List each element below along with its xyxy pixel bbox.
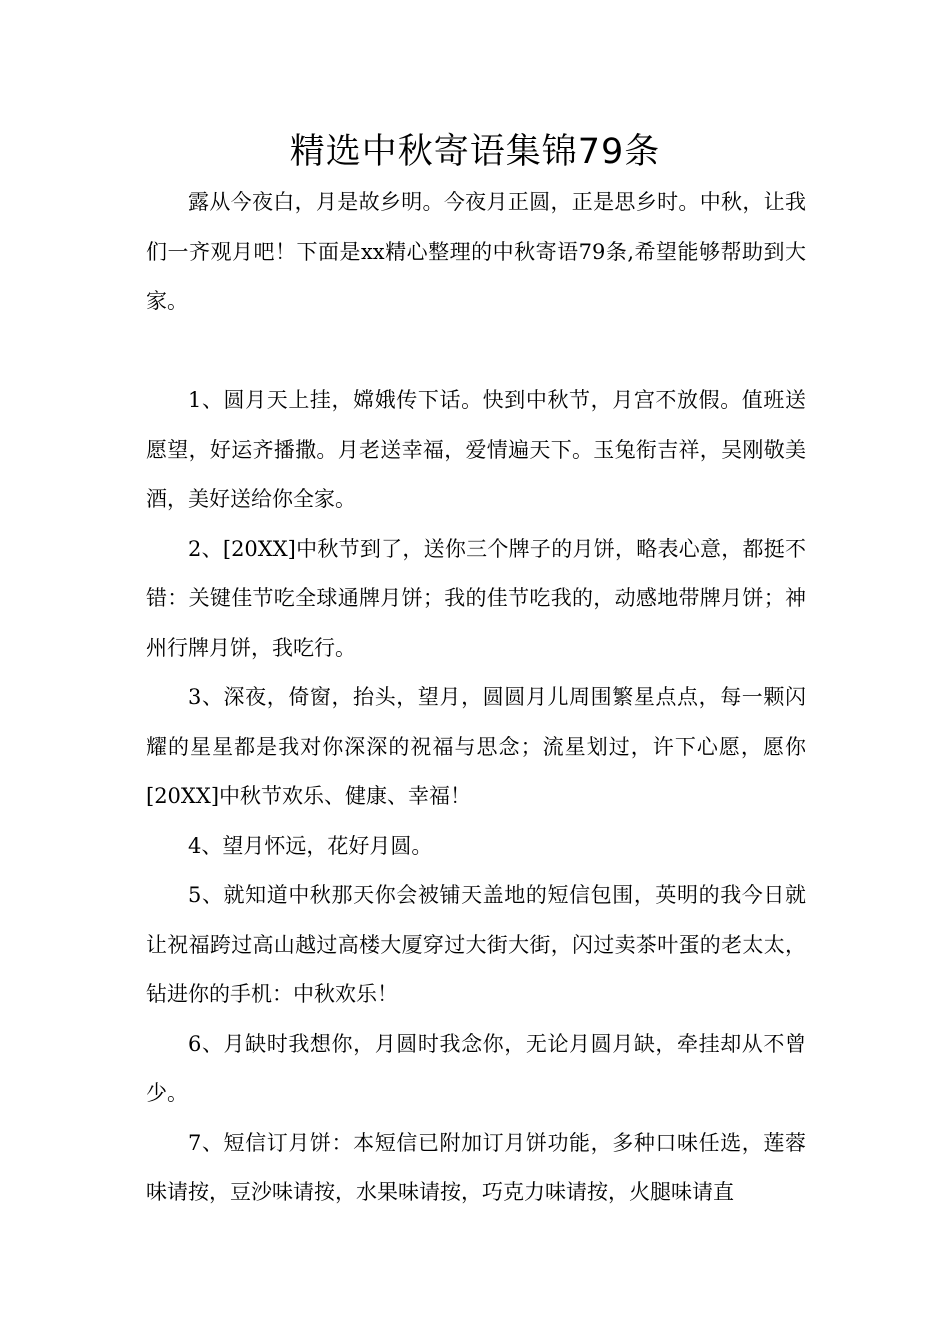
- list-item-6: 6、月缺时我想你，月圆时我念你，无论月圆月缺，牵挂却从不曾少。: [146, 1031, 806, 1105]
- list-item-2: 2、[20XX]中秋节到了，送你三个牌子的月饼，略表心意，都挺不错：关键佳节吃全球通牌月饼；我的佳节吃我的，动感地带牌月饼；神州行牌月饼，我吃行。: [146, 536, 806, 660]
- list-item-5: 5、就知道中秋那天你会被铺天盖地的短信包围，英明的我今日就让祝福跨过高山越过高楼大厦穿过大街大街，闪过卖茶叶蛋的老太太，钻进你的手机：中秋欢乐！: [146, 883, 806, 1006]
- list-item-4: 4、望月怀远，花好月圆。: [188, 833, 433, 858]
- list-item-7: 7、短信订月饼：本短信已附加订月饼功能，多种口味任选，莲蓉味请按，豆沙味请按，水果味请按，巧克力味请按，火腿味请直: [146, 1130, 806, 1204]
- document-body: [146, 178, 806, 1218]
- list-item-3: 3、深夜，倚窗，抬头，望月，圆圆月儿周围繁星点点，每一颗闪耀的星星都是我对你深深的祝福与思念；流星划过，许下心愿，愿你[20XX]中秋节欢乐、健康、幸福！: [146, 685, 806, 808]
- intro-paragraph: 露从今夜白，月是故乡明。今夜月正圆，正是思乡时。中秋，让我们一齐观月吧！下面是xx精心整理的中秋寄语79条,希望能够帮助到大家。: [146, 190, 806, 313]
- list-item-1: 1、圆月天上挂，嫦娥传下话。快到中秋节，月宫不放假。值班送愿望，好运齐播撒。月老送幸福，爱情遍天下。玉兔衔吉祥，吴刚敬美酒，美好送给你全家。: [146, 388, 806, 511]
- document-title: 精选中秋寄语集锦79条: [289, 132, 661, 172]
